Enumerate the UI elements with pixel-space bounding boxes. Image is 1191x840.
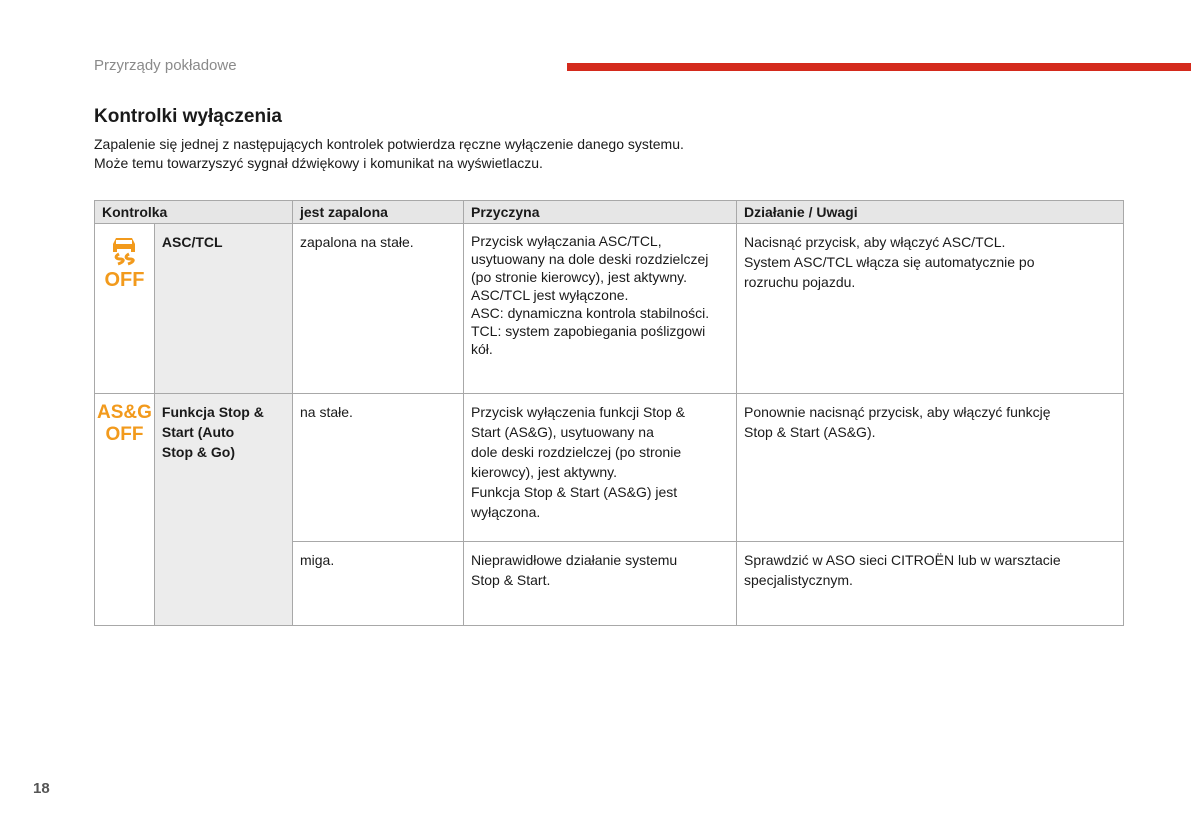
line: Stop & Start (AS&G). xyxy=(744,424,876,440)
line: wyłączona. xyxy=(471,504,541,520)
col-header: jest zapalona xyxy=(293,201,464,224)
table-header-row xyxy=(95,201,1124,224)
line: rozruchu pojazdu. xyxy=(744,274,856,290)
line: Nieprawidłowe działanie systemu xyxy=(471,552,678,568)
line: kół. xyxy=(471,341,493,357)
warning-lights-table xyxy=(94,200,1124,626)
action xyxy=(737,542,1124,626)
col-header: Kontrolka xyxy=(95,201,293,224)
line: ASC: dynamiczna kontrola stabilności. xyxy=(471,305,710,321)
line: kierowcy), jest aktywny. xyxy=(471,464,617,480)
line: TCL: system zapobiegania poślizgowi xyxy=(471,323,706,339)
line: specjalistycznym. xyxy=(744,572,853,588)
action xyxy=(737,224,1124,394)
line: Funkcja Stop & xyxy=(161,404,264,420)
light-name: ASC/TCL xyxy=(154,224,292,394)
col-header: Działanie / Uwagi xyxy=(737,201,1124,224)
line: Start (AS&G), usytuowany na xyxy=(471,424,654,440)
section-header: Przyrządy pokładowe xyxy=(94,57,237,74)
lit-state: zapalona na stałe. xyxy=(293,224,464,394)
line: Start (Auto xyxy=(161,424,235,440)
header-accent-bar xyxy=(567,63,1191,71)
col-header: Przyczyna xyxy=(464,201,737,224)
line: Przycisk wyłączenia funkcji Stop & xyxy=(471,404,685,420)
icon-label: OFF xyxy=(104,269,145,291)
cause xyxy=(464,394,737,542)
line: Nacisnąć przycisk, aby włączyć ASC/TCL. xyxy=(744,234,1006,250)
lit-state: na stałe. xyxy=(293,394,464,542)
line: usytuowany na dole deski rozdzielczej xyxy=(471,251,709,267)
line: dole deski rozdzielczej (po stronie xyxy=(471,444,682,460)
intro-line: Może temu towarzyszyć sygnał dźwiękowy i komunikat na wyświetlaczu. xyxy=(94,155,543,171)
line: (po stronie kierowcy), jest aktywny. xyxy=(471,269,688,285)
cause xyxy=(464,224,737,394)
page-number: 18 xyxy=(33,780,50,797)
table-row xyxy=(95,224,1124,394)
lit-state: miga. xyxy=(293,542,464,626)
intro-line: Zapalenie się jednej z następujących kontrolek potwierdza ręczne wyłączenie danego systemu. xyxy=(94,136,684,152)
line: Przycisk wyłączania ASC/TCL, xyxy=(471,233,662,249)
icon-label: AS&G xyxy=(97,402,152,423)
asc-tcl-off-icon xyxy=(95,224,155,394)
line: Ponownie nacisnąć przycisk, aby włączyć funkcję xyxy=(744,404,1051,420)
line: ASC/TCL jest wyłączone. xyxy=(471,287,629,303)
line: System ASC/TCL włącza się automatycznie po xyxy=(744,254,1035,270)
asg-off-icon xyxy=(95,394,155,626)
intro-text xyxy=(94,135,684,173)
line: Sprawdzić w ASO sieci CITROËN lub w warsztacie xyxy=(744,552,1061,568)
line: Stop & Start. xyxy=(471,572,551,588)
cause xyxy=(464,542,737,626)
line: Funkcja Stop & Start (AS&G) jest xyxy=(471,484,678,500)
line: Stop & Go) xyxy=(161,444,236,460)
action xyxy=(737,394,1124,542)
page-title: Kontrolki wyłączenia xyxy=(94,106,282,127)
icon-label: OFF xyxy=(105,424,144,445)
light-name xyxy=(154,394,292,626)
table-row xyxy=(95,394,1124,542)
